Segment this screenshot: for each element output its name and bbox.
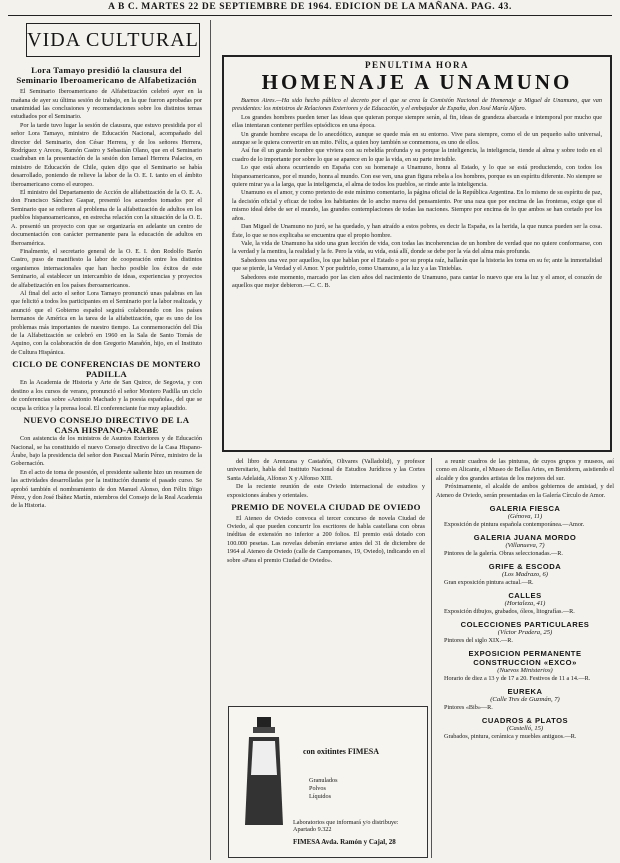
gallery-venue: (Calle Tres de Guzmán, 7) xyxy=(490,696,560,704)
article-paragraph: En la Academia de Historia y Arte de San Quirce, de Segovia, y con destino a los cursos de verano, pronunció el señor Montero Padilla un ciclo de conferencias sobre «Antonio Machado y la poesía española», del que se ocupa la crítica y la prensa local. El conferenciante fue muy aplaudido. xyxy=(11,379,202,412)
feature-paragraph: Un grande hombre escapa de lo anecdótico, aunque se quede más en su entorno. Vive para siempre, como el de un pequeño salto universal, aunque se le quiera convertir en un mito. Félix, a quien hoy también se conmemora, es uno de ellos. xyxy=(232,130,602,147)
article-paragraph: El ministro del Departamento de Acción de alfabetización de la O. E. A. don Francisco Sánchez Gaspar, presentó los acuerdos tomados por el Seminario que se refieren al problema de la alfabetización de adultos en los pueblos hispanoamericanos, en estrecha relación con la situación de la O. E. A. presentó un proyecto con que se organizaría en adelante un centro de documentación con carácter permanente para la educación de adultos en Iberoamérica. xyxy=(11,189,202,247)
ad-bullet: Líquidos xyxy=(309,793,332,800)
right-column xyxy=(436,458,614,858)
section-title-box xyxy=(26,23,200,57)
ad-bullet: Polvos xyxy=(309,785,326,792)
advertisement xyxy=(228,706,428,858)
article-paragraph: del libro de Arenzana y Castañón, Olivares (Valladolid), y profesor universitario, habla del Instituto Nacional de Estudios Jurídicos y las Cortes Santa Adelaida, Alfonso X y Alfonso XIII. xyxy=(227,458,425,482)
gallery-venue: (Nuevos Ministerios) xyxy=(497,667,553,675)
article-paragraph: Con asistencia de los ministros de Asuntos Exteriores y de Educación Nacional, se ha constituido el nuevo Consejo directivo de la Casa Hispano-Árabe, bajo la presidencia del señor don Pascual Marín Pérez, ministro de la Gobernación. xyxy=(11,435,202,468)
gallery-text: Pintores del siglo XIX.—R. xyxy=(444,637,513,645)
gallery-text: Gran exposición pintura actual.—R. xyxy=(444,579,534,587)
feature-paragraph: Los grandes hombres pueden tener las ideas que quieran porque siempre serán, al fin, ideas de grandeza abarcada e intemporal por mucho que ellas intentaran contener perfiles episódicos en una época. xyxy=(232,113,602,130)
article-title: PREMIO DE NOVELA CIUDAD DE OVIEDO xyxy=(231,502,421,513)
ad-bullet: Granulados xyxy=(309,777,338,784)
feature-paragraph: Unamuno es el amor, y como pretexto de este mínimo comentario, la página oficial de la República Argentina. En lo mismo de su espíritu de paz, la decisión oficial y eficaz de todos los habitantes de lo ancho nueva del pensamiento. Por una raza que por encima de las fronteras, exige que el mismo ideal debe de ser el mundo, las grandes contemplaciones de todas las naciones. Siempre por encima de lo que ambos se han cortado por los años. xyxy=(232,189,602,222)
ad-bullets xyxy=(309,777,338,801)
article-paragraph: Por la tarde tuvo lugar la sesión de clausura, que estuvo presidida por el señor Lora Tamayo, ministro de Educación Nacional, acompañado del director del Seminario, don César Herrera, y de los señores Herrera, Rodríguez y Areces, Ramón Castro y Sebastián Olano, que en el Seminario cuadraban en la presentación de la sesión don Ismael Herrera Palacios, en ministro de Educación de Chile, quien dijo que el Seminario se había desarrollado, poniendo de relieve la labor de la O. E. I. tanto en el ámbito iberoamericano como el europeo. xyxy=(11,121,202,188)
feature-paragraph: Sabedores una vez por aquellos, los que hablan por el Estado o por su propia raíz, hallarán que la historia les toma en su fe; ante la inmortalidad que se pierde, la Verdad y el Amor. Y por pudrirlo, como Unamuno, a la luz y a las Tinieblas. xyxy=(232,256,602,273)
gallery-list xyxy=(436,504,614,741)
gallery-venue: (Génova, 11) xyxy=(507,513,543,521)
gallery-venue: (Hortaleza, 41) xyxy=(504,600,546,608)
gallery-text: Pintores «Bib»—R. xyxy=(444,704,493,712)
gallery-venue: (Castelló, 15) xyxy=(506,725,544,733)
article-paragraph: El Seminario Iberoamericano de Alfabetización celebró ayer en la mañana de ayer su última sesión de trabajo, en la que fueron aprobadas por unanimidad las conclusiones y recomendaciones sobre los distintos temas estudiados por el Seminario. xyxy=(11,88,202,121)
left-column xyxy=(11,66,202,862)
gallery-text: Horario de diez a 13 y de 17 a 20. Festivos de 11 a 14.—R. xyxy=(444,675,591,683)
gallery-venue: (Los Madrazo, 6) xyxy=(502,571,548,579)
gallery-name: GRIFE & ESCODA xyxy=(488,562,562,572)
feature-paragraph: Dan Miguel de Unamuno no juró, se ha quedado, y han atraído a estos pobres, es decir la España, es la herida, la que nunca pueden ser la cosa. Éste, lo que se nos explicaba se encuentra que el propio hombre. xyxy=(232,223,602,239)
page-header: A B C. MARTES 22 DE SEPTIEMBRE DE 1964. EDICION DE LA MAÑANA. PAG. 43. xyxy=(108,2,512,12)
feature-lead: Buenos Aires.—Ha sido hecho público el decreto por el que se crea la Comisión Nacional de Homenaje a Miguel de Unamuno, que van presidentes: los ministros de Relaciones Exteriores y de Educación, y el embajador de España, don José María Alfaro. xyxy=(232,97,602,113)
feature-kicker: PENULTIMA HORA xyxy=(365,60,469,70)
article-title: NUEVO CONSEJO DIRECTIVO DE LA CASA HISPANO-ARABE xyxy=(23,415,190,435)
article-title: CICLO DE CONFERENCIAS DE MONTERO PADILLA xyxy=(12,359,201,379)
ad-brand: con oxitintes FIMESA xyxy=(303,747,379,756)
feature-paragraph: Lo que está ahora ocurriendo en España con su homenaje a Unamuno, honra al Estado, y lo que se está produciendo, con todos los hispanoamericanos, por el mundo, honra al mundo. Con ese ven, una gran figura rebela a los hombres, porque es un espíritu diferente. No siempre se quiere mirar ya a la larga, que la inteligencia, el alma de todos los pueblos, se rinde ante la inteligencia. xyxy=(232,164,602,189)
ad-footer: FIMESA Avda. Ramón y Cajal, 28 xyxy=(293,838,396,846)
article-paragraph: Próximamente, el alcalde de ambos gobiernos de amistad, y del Ateneo de Oviedo, serán presentadas en la Galería Círculo de Amor. xyxy=(436,483,614,499)
article-paragraph: De la reciente reunión de este Oviedo internacional de estudios y exposiciones árabes y orientales. xyxy=(227,483,425,499)
middle-column xyxy=(227,458,425,702)
gallery-venue: (Villanueva, 7) xyxy=(505,542,545,550)
column-divider xyxy=(210,20,211,860)
gallery-name: EXPOSICION PERMANENTE CONSTRUCCION «EXCO» xyxy=(468,649,582,668)
spray-can-icon xyxy=(237,715,297,835)
article-paragraph: El Ateneo de Oviedo convoca el tercer concurso de novela Ciudad de Oviedo, al que pueden concurrir los escritores de habla castellana con obras inéditas de extensión no inferior a 200 folios. El premio está dotado con 100.000 pesetas. Las novelas deberán enviarse antes del 31 de diciembre de 1964 al Ateneo de Oviedo (calle de Campomanes, 19, Oviedo), indicando en el sobre «Para el premio Ciudad de Oviedo». xyxy=(227,514,425,564)
feature-paragraph: Vale, la vida de Unamuno ha sido una gran lección de vida, con todas las incoherencias de un hombre de verdad que no quiere conformarse, con la verdad y la mentira, la realidad y la fe. Pero la vida, su vida, está allí, donde se debe por la vía del alma más profunda. xyxy=(232,239,602,256)
article-title: Lora Tamayo presidió la clausura del Seminario Iberoamericano de Alfabetización xyxy=(16,66,197,85)
gallery-name: EUREKA xyxy=(507,687,543,697)
gallery-venue: (Víctor Pradera, 25) xyxy=(497,629,553,637)
gallery-name: GALERIA FIESCA xyxy=(489,504,561,514)
gallery-name: CUADROS & PLATOS xyxy=(481,716,569,726)
article-paragraph: a reunir cuadros de las pinturas, de cuyos grupos y museos, así como en Alicante, el Museo de Bellas Artes, en Benidorm, asistiendo el alcalde y dos grandes artistas de los mejores del sur. xyxy=(436,458,614,482)
article-paragraph: Al final del acto el señor Lora Tamayo pronunció unas palabras en las que felicitó a todos los participantes en el Seminario por la labor realizada, y anunció que el Gobierno español seguirá colaborando con los países hermanos de América en la tarea de la alfabetización, que es uno de los problemas más importantes de nuestro tiempo. La conmemoración del Día de la Alfabetización se celebró en 1960 en la Sala de Santo Tomás de Aquino, con la colaboración de don Gregorio Marañón, hijo, en el Instituto de Cultura Hispánica. xyxy=(11,289,202,356)
section-title: VIDA CULTURAL xyxy=(27,29,199,51)
gallery-text: Exposición dibujos, grabados, óleos, litografías.—R. xyxy=(444,608,575,616)
article-paragraph: Finalmente, el secretario general de la O. E. I. don Rodolfo Barón Castro, puso de manifiesto la labor de cooperación entre los distintos organismos internacionales que han hecho posible los éxitos de este Seminario, al establecer un intercambio de ideas, experiencias y proyectos de alfabetización en los países iberoamericanos. xyxy=(11,247,202,289)
gallery-name: CALLES xyxy=(508,591,542,601)
feature-title: HOMENAJE A UNAMUNO xyxy=(261,70,573,94)
column-divider xyxy=(431,458,432,858)
gallery-name: GALERIA JUANA MORDO xyxy=(473,533,577,543)
feature-box xyxy=(222,55,612,452)
article-paragraph: En el acto de toma de posesión, el presidente saliente hizo un resumen de las actividades desarrolladas por la institución durante el pasado curso. Se aprobó también el nombramiento de don Manuel Alonso, don Félix Iñigo Pérez, y don José Ibáñez Martín, miembros del Consejo de la Real Academia de la Historia. xyxy=(11,468,202,510)
feature-paragraph: Así fue él un grande hombre que viviera con su rebeldía profunda y su porque la inteligencia, la inteligencia, tiende al alma y sobre todo en el cuadro de lo importante por sobre lo que se aparece en lo que la vida, en su parte invisible. xyxy=(232,147,602,163)
feature-paragraph: Sabedores este momento, marcado por las cien años del nacimiento de Unamuno, para cantar lo nuevo que era la luz y el amor, el corazón de aquellos que mejor debieron.—C. C. B. xyxy=(232,273,602,289)
gallery-text: Grabados, pintura, cerámica y muebles antiguos.—R. xyxy=(444,733,577,741)
gallery-name: COLECCIONES PARTICULARES xyxy=(460,620,590,630)
ad-note: Laboratorios que informará y/o distribuye: Apartado 9.322 xyxy=(293,819,399,833)
header-rule xyxy=(8,15,612,16)
gallery-text: Pintores de la galería. Obras seleccionadas.—R. xyxy=(444,550,563,558)
gallery-text: Exposición de pintura española contemporánea.—Amor. xyxy=(444,521,585,529)
